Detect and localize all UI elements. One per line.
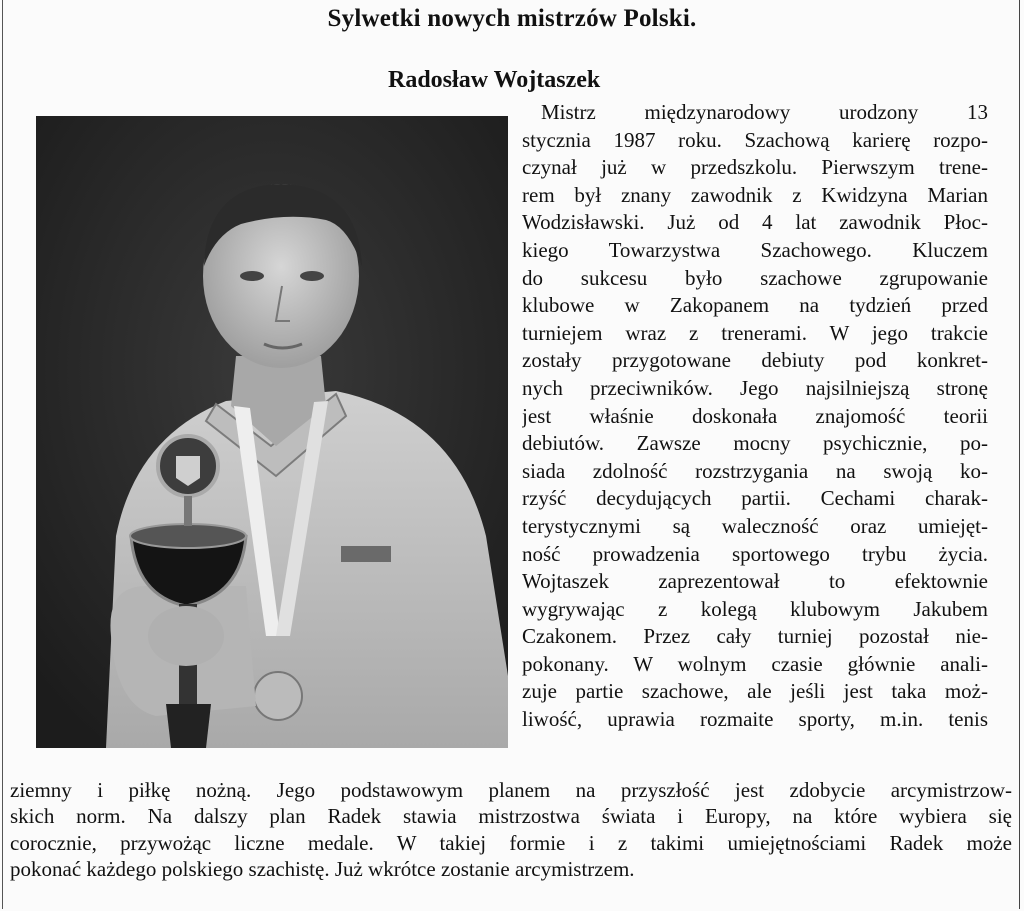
text-line: pokonać każdego polskiego szachistę. Już wkrótce zostanie arcymistrzem. <box>10 857 635 882</box>
text-line: turniejem wraz z trenerami. W jego trakcie <box>522 320 988 345</box>
text-line: siada zdolność rozstrzygania na swoją ko- <box>522 458 988 483</box>
text-line: zuje partie szachowe, ale jeśli jest taka moż- <box>522 679 988 704</box>
text-line: terystycznymi są waleczność oraz umiejęt- <box>522 513 988 538</box>
text-line: liwość, uprawia rozmaite sporty, m.in. tenis <box>522 707 988 732</box>
page-header: Sylwetki nowych mistrzów Polski. <box>327 5 697 32</box>
portrait-photo <box>36 116 508 748</box>
text-line: Wojtaszek zaprezentował to efektownie <box>522 569 988 594</box>
text-line: ziemny i piłkę nożną. Jego podstawowym planem na przyszłość jest zdobycie arcymistrzow- <box>10 778 1012 802</box>
text-line: kiego Towarzystwa Szachowego. Kluczem <box>522 237 988 262</box>
text-line: wygrywając z kolegą klubowym Jakubem <box>522 596 988 621</box>
article-continuation <box>10 777 1012 883</box>
text-line: Wodzisławski. Już od 4 lat zawodnik Płoc- <box>522 210 988 235</box>
text-line: skich norm. Na dalszy plan Radek stawia mistrzostwa świata i Europy, na które wybiera się <box>10 804 1012 829</box>
article-column <box>522 99 988 734</box>
text-line: Czakonem. Przez cały turniej pozostał nie- <box>522 624 988 649</box>
text-line: jest właśnie doskonała znajomość teorii <box>522 403 988 428</box>
text-line: ność prowadzenia sportowego trybu życia. <box>522 541 988 566</box>
text-line: rzyść decydujących partii. Cechami charak- <box>522 486 988 511</box>
text-line: Mistrz międzynarodowy urodzony 13 <box>541 100 988 124</box>
text-line: czynał już w przedszkolu. Pierwszym trene- <box>522 155 988 180</box>
text-line: corocznie, przywożąc liczne medale. W takiej formie i z takimi umiejętnościami Radek może <box>10 830 1012 855</box>
text-line: rem był znany zawodnik z Kwidzyna Marian <box>522 182 988 207</box>
text-line: do sukcesu było szachowe zgrupowanie <box>522 265 988 290</box>
text-line: pokonany. W wolnym czasie głównie anali- <box>522 651 988 676</box>
portrait-photo-icon <box>36 116 508 748</box>
text-line: stycznia 1987 roku. Szachową karierę rozpo- <box>522 127 988 152</box>
text-line: debiutów. Zawsze mocny psychicznie, po- <box>522 431 988 456</box>
text-line: klubowe w Zakopanem na tydzień przed <box>522 293 988 318</box>
text-line: nych przeciwników. Jego najsilniejszą stronę <box>522 375 988 400</box>
article-title: Radosław Wojtaszek <box>388 67 601 93</box>
text-line: zostały przygotowane debiuty pod konkret- <box>522 348 988 373</box>
